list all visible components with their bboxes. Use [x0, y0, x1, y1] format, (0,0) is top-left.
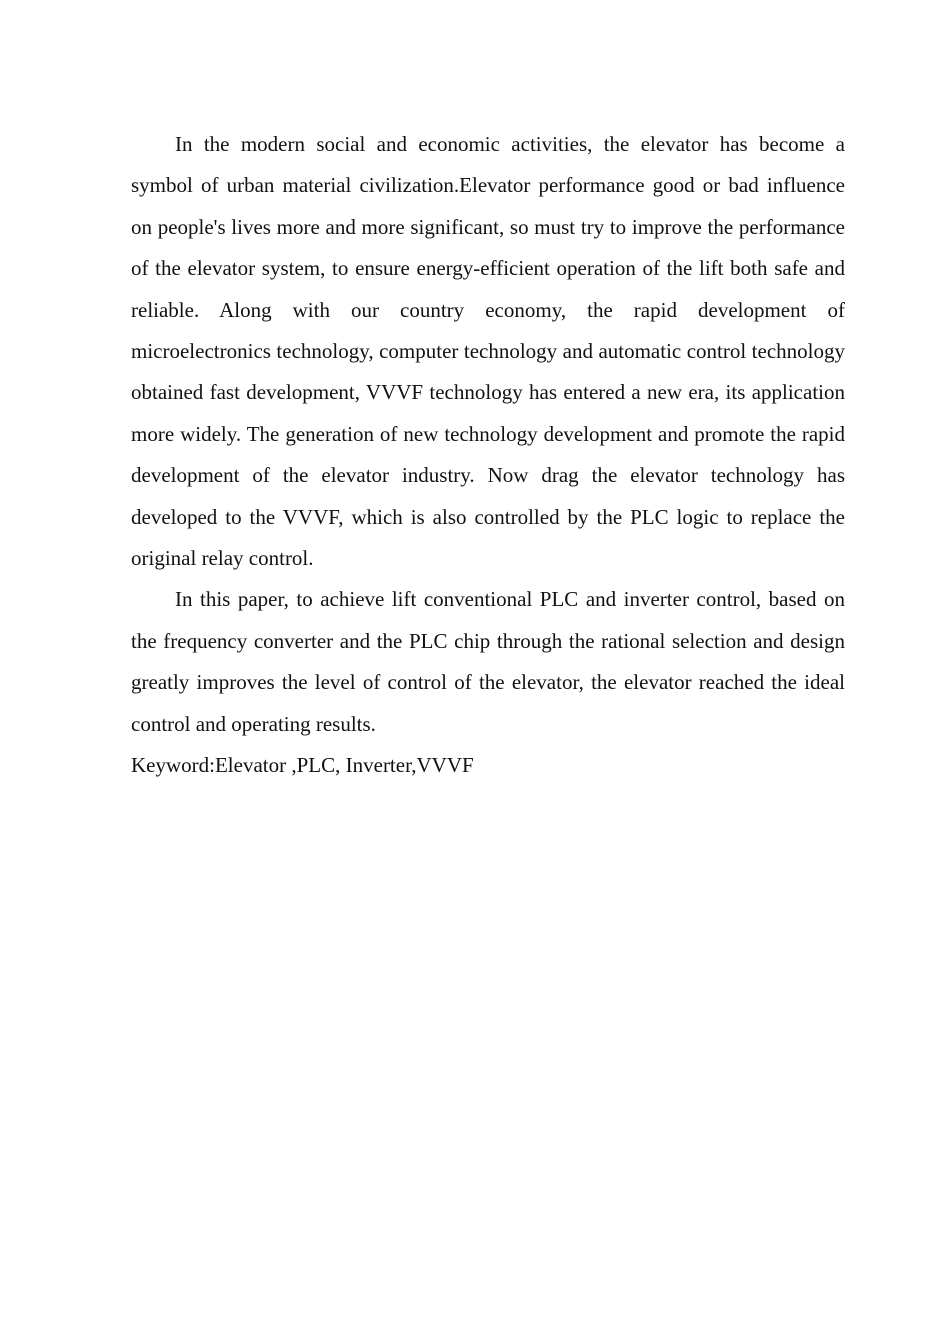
abstract-body [131, 124, 845, 787]
abstract-paragraph-2: In this paper, to achieve lift conventional PLC and inverter control, based on the frequency converter and the PLC chip through the rational selection and design greatly improves the level of control of the elevator, the elevator reached the ideal control and operating results. [131, 587, 845, 736]
keywords-line: Keyword:Elevator ,PLC, Inverter,VVVF [131, 753, 474, 778]
abstract-paragraph-1: In the modern social and economic activities, the elevator has become a symbol of urban material civilization.Elevator performance good or bad influence on people's lives more and more significant, so must try to improve the performance of the elevator system, to ensure energy-efficient operation of the lift both safe and reliable. Along with our country economy, the rapid development of microelectronics technology, computer technology and automatic control technology obtained fast development, VVVF technology has entered a new era, its application more widely. The generation of new technology development and promote the rapid development of the elevator industry. Now drag the elevator technology has developed to the VVVF, which is also controlled by the PLC logic to replace the original relay control. [131, 132, 845, 571]
